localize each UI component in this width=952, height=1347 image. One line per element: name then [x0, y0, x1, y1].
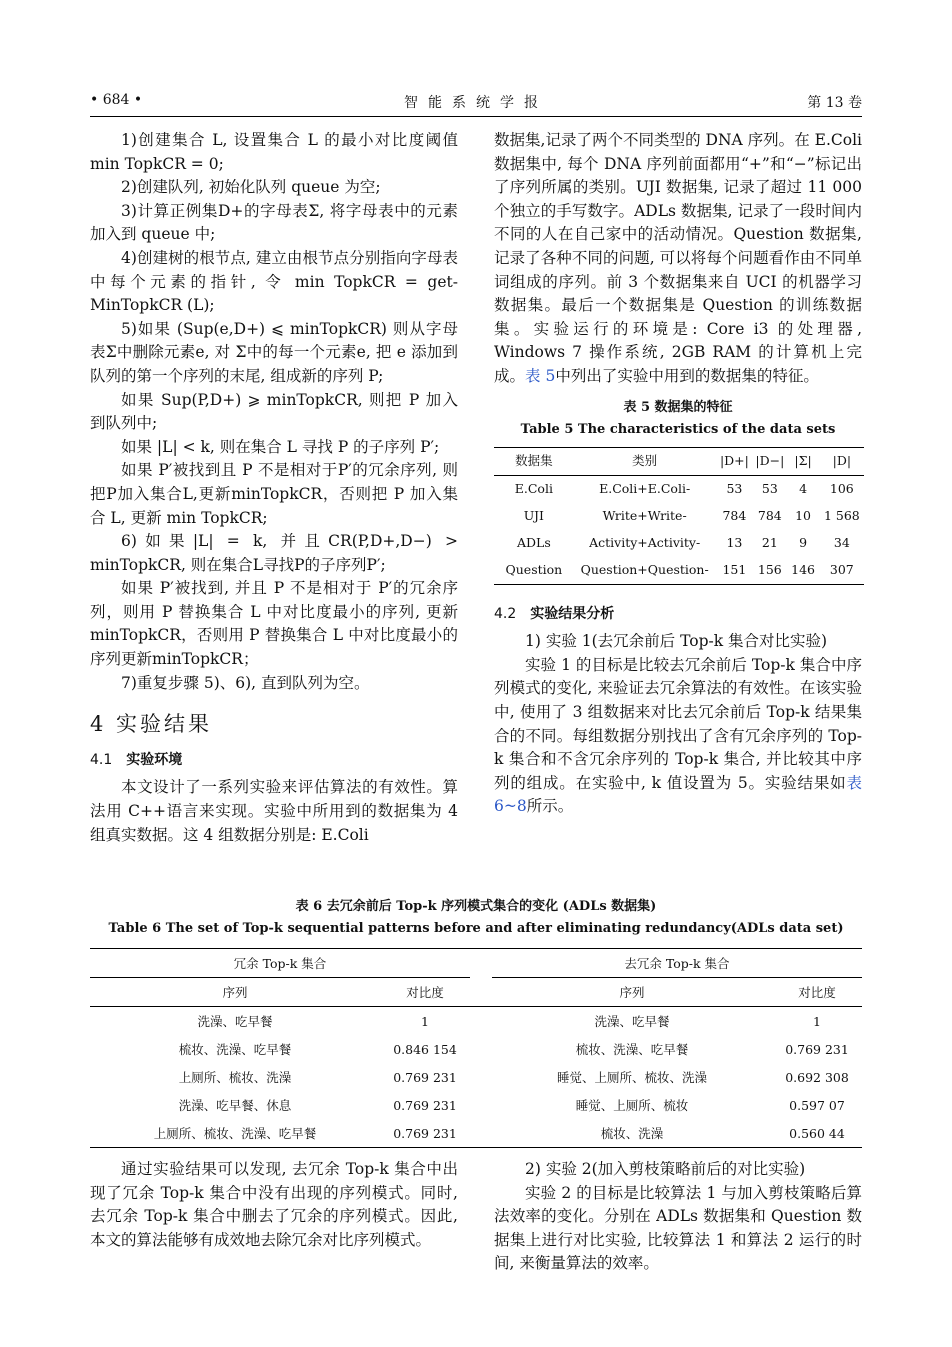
section-4-1-text: 本文设计了一系列实验来评估算法的有效性。算法用 C++语言来实现。实验中所用到的数据集为 4 组真实数据。这 4 组数据分别是: E.Coli: [90, 778, 458, 844]
table6-header-seq: 序列: [492, 978, 772, 1007]
table6-cell: 0.769 231: [785, 1041, 849, 1057]
table6-header-cr: 对比度: [772, 978, 862, 1007]
table5-cell: 13: [726, 535, 743, 551]
table5-cell: 4: [799, 481, 808, 497]
volume-label: 第 13 卷: [807, 95, 862, 111]
table5-header: |D|: [820, 447, 864, 475]
step-5d: 如果 P′被找到且 P 不是相对于P′的冗余序列, 则把P加入集合L,更新minTopkCR，否则把 P 加入集合 L, 更新 min TopkCR;: [90, 461, 458, 527]
table5-cell: Activity+Activity-: [589, 535, 701, 551]
table6-cell: 睡觉、上厕所、梳妆、洗澡: [556, 1070, 707, 1085]
table6-gap: [470, 1063, 492, 1091]
table5-caption-en: Table 5 The characteristics of the data sets: [520, 421, 836, 437]
table5-cell: Write+Write-: [602, 508, 687, 524]
step-4: 4)创建树的根节点, 建立由根节点分别指向字母表中每个元素的指针, 令 min TopkCR = get-MinTopkCR (L);: [90, 248, 458, 315]
table5-cell: UJI: [523, 508, 544, 524]
table5-cell: 21: [761, 535, 778, 551]
table6-cell: 1: [421, 1013, 429, 1029]
table5-cell: Question: [494, 557, 574, 585]
table5-cell: 784: [757, 508, 782, 524]
table5-header: |D−|: [753, 447, 786, 475]
table6-cell: 洗澡、吃早餐: [197, 1014, 273, 1029]
table5-cell: 106: [829, 481, 854, 497]
table5-cell: 9: [799, 535, 808, 551]
table6-group-row: [90, 949, 862, 978]
table-row: [494, 503, 864, 530]
table6: [90, 948, 862, 1148]
table6-group-left: 冗余 Top-k 集合: [90, 949, 470, 978]
step-6: 6)如果|L| = k, 并且CR(P,D+,D−) > minTopkCR, 则在集合L寻找P的子序列P′;: [90, 532, 458, 574]
table6-gap: [470, 1119, 492, 1148]
table6-cell: 上厕所、梳妆、洗澡: [178, 1070, 292, 1085]
right-column: [494, 129, 862, 819]
table5-caption-cn: 表 5 数据集的特征: [623, 399, 733, 415]
exp2-text: 实验 2 的目标是比较算法 1 与加入剪枝策略后算法效率的变化。分别在 ADLs 数据集和 Question 数据集上进行对比实验, 比较算法 1 和算法 2 运行的时间, 来衡量算法的效率。: [494, 1183, 862, 1273]
exp1-paragraph: [494, 654, 862, 819]
dataset-paragraph: [494, 129, 862, 389]
table-row: [90, 1119, 862, 1148]
table-row: [494, 557, 864, 585]
table-row: [494, 475, 864, 503]
table-row: [90, 1007, 862, 1036]
table6-cell: 0.769 231: [393, 1069, 457, 1085]
step-1: 1)创建集合 L, 设置集合 L 的最小对比度阈值min TopkCR = 0;: [90, 131, 458, 173]
table5-header: |D+|: [716, 447, 754, 475]
table6-cell: 0.597 07: [789, 1097, 845, 1113]
table6-header-cr: 对比度: [380, 978, 470, 1007]
table5-block: [494, 397, 862, 585]
step-5b: 如果 Sup(P,D+) ⩾ minTopkCR, 则把 P 加入到队列中;: [90, 390, 458, 433]
table6-cell: 梳妆、洗澡、吃早餐: [575, 1042, 689, 1057]
step-2: 2)创建队列, 初始化队列 queue 为空;: [121, 178, 381, 197]
table6-cell: 0.692 308: [785, 1069, 849, 1085]
dataset-text: 数据集,记录了两个不同类型的 DNA 序列。在 E.Coli 数据集中, 每个 DNA 序列前面都用“+”和“−”标记出了序列所属的类别。UJI 数据集, 记录了超过 11 000 个独立的手写数字。ADLs 数据集, 记录了一段时间内不同的人在自己家中的活动情况。Question 数据集, 记录了各种不同的问题, 可以将每个问题看作由不同单词组成的序列。前 3 个数据集来自 UCI 的机器学习数据集。最后一个数据集是 Question 的训练数据集。实验运行的环境是: Core i3 的处理器, Windows 7 操作系统, 2GB RAM 的计算机上完成。: [494, 131, 862, 385]
table5-cell: 156: [753, 557, 786, 585]
bottom-right-column: [494, 1158, 862, 1276]
table6-gap: [470, 978, 492, 1007]
left-column: [90, 129, 458, 847]
section-4-1-number: 4.1: [90, 751, 113, 768]
step-7: 7)重复步骤 5)、6), 直到队列为空。: [121, 673, 370, 692]
table-row: [90, 1091, 862, 1119]
table6-8-link[interactable]: 表 6~8: [494, 773, 862, 816]
table6-cell: 梳妆、洗澡: [492, 1119, 772, 1148]
table5: [494, 447, 864, 585]
section-4-2-title: 实验结果分析: [530, 605, 615, 622]
table6-cell: 上厕所、梳妆、洗澡、吃早餐: [90, 1119, 380, 1148]
section-4-2-heading: [494, 603, 862, 627]
table5-cell: 307: [820, 557, 864, 585]
section-4-2-number: 4.2: [494, 605, 517, 622]
table6-gap: [470, 1035, 492, 1063]
table5-cell: 146: [786, 557, 819, 585]
table5-cell: E.Coli: [514, 481, 553, 497]
table-row: [90, 1063, 862, 1091]
table6-cell: 睡觉、上厕所、梳妆: [575, 1098, 689, 1113]
table6-cell: 1: [813, 1013, 821, 1029]
table6-cell: 梳妆、洗澡、吃早餐: [178, 1042, 292, 1057]
table6-group-right: 去冗余 Top-k 集合: [492, 949, 862, 978]
table5-cell: E.Coli+E.Coli-: [599, 481, 691, 497]
table6-cell: 洗澡、吃早餐: [594, 1014, 670, 1029]
step-3: 3)计算正例集D+的字母表Σ, 将字母表中的元素加入到 queue 中;: [90, 201, 458, 244]
table6-cell: 0.846 154: [393, 1041, 457, 1057]
table5-cell: ADLs: [516, 535, 551, 551]
table6-caption-en: Table 6 The set of Top-k sequential patterns before and after eliminating redundancy(ADLs data set): [108, 921, 844, 936]
table5-cell: 1 568: [823, 508, 860, 524]
table-row: [494, 530, 864, 557]
step-5: 5)如果 (Sup(e,D+) ⩽ minTopkCR) 则从字母表Σ中删除元素e, 对 Σ中的每一个元素e, 把 e 添加到队列的第一个序列的末尾, 组成新的序列 P;: [90, 319, 458, 385]
header-rule: [90, 116, 862, 117]
table5-cell: 784: [722, 508, 747, 524]
step-5c: 如果 |L| < k, 则在集合 L 寻找 P 的子序列 P′;: [121, 437, 440, 456]
table5-cell: Question+Question-: [574, 557, 716, 585]
table6-gap: [470, 1007, 492, 1036]
bottom-left-column: [90, 1158, 458, 1252]
section-4-title: 4 实验结果: [90, 712, 213, 737]
table5-cell: 34: [833, 535, 850, 551]
running-header: [90, 92, 862, 114]
table5-cell: 53: [761, 481, 778, 497]
table5-header: |Σ|: [786, 447, 819, 475]
table6-cell: 0.560 44: [772, 1119, 862, 1148]
table6-cell: 0.769 231: [393, 1097, 457, 1113]
table5-cell: 53: [726, 481, 743, 497]
table6-header-seq: 序列: [90, 978, 380, 1007]
table5-cell: 151: [716, 557, 754, 585]
journal-name: 智能系统学报: [404, 95, 548, 111]
table-row: [90, 1035, 862, 1063]
table5-link[interactable]: 表 5: [525, 366, 556, 385]
table6-header-row: [90, 978, 862, 1007]
table6-cell: 洗澡、吃早餐、休息: [178, 1098, 292, 1113]
table6-gap: [470, 949, 492, 978]
table6-cell: 0.769 231: [380, 1119, 470, 1148]
table6-block: [90, 896, 862, 1148]
table6-gap: [470, 1091, 492, 1119]
table5-header-row: [494, 447, 864, 475]
exp2-title: 2) 实验 2(加入剪枝策略前后的对比实验): [525, 1160, 806, 1178]
exp1-text: 实验 1 的目标是比较去冗余前后 Top-k 集合中序列模式的变化, 来验证去冗余算法的有效性。在该实验中, 使用了 3 组数据来对比去冗余前后 Top-k 结果集合的不同。每组数据分别找出了含有冗余序列的 Top-k 集合和不含冗余序列的 Top-k 集合, 并比较其中序列的组成。在实验中, k 值设置为 5。实验结果如: [494, 655, 862, 792]
result-analysis-text: 通过实验结果可以发现, 去冗余 Top-k 集合中出现了冗余 Top-k 集合中没有出现的序列模式。同时, 去冗余 Top-k 集合中删去了冗余的序列模式。因此, 本文的算法能够有成效地去除冗余对比序列模式。: [90, 1160, 458, 1249]
table6-caption-cn: 表 6 去冗余前后 Top-k 序列模式集合的变化 (ADLs 数据集): [295, 899, 657, 914]
dataset-text-tail: 中列出了实验中用到的数据集的特征。: [555, 366, 819, 385]
page-number: • 684 •: [90, 92, 143, 108]
step-6b: 如果 P′被找到, 并且 P 不是相对于 P′的冗余序列，则用 P 替换集合 L 中对比度最小的序列, 更新minTopkCR，否则用 P 替换集合 L 中对比度最小的序列更新minTopkCR；: [90, 579, 458, 669]
table5-header: 类别: [574, 447, 716, 475]
section-4-1-heading: [90, 749, 458, 773]
table5-header: 数据集: [494, 447, 574, 475]
exp1-title: 1) 实验 1(去冗余前后 Top-k 集合对比实验): [525, 632, 828, 651]
exp1-text-tail: 所示。: [526, 797, 574, 816]
section-4-1-title: 实验环境: [126, 751, 183, 768]
table5-cell: 10: [795, 508, 812, 524]
